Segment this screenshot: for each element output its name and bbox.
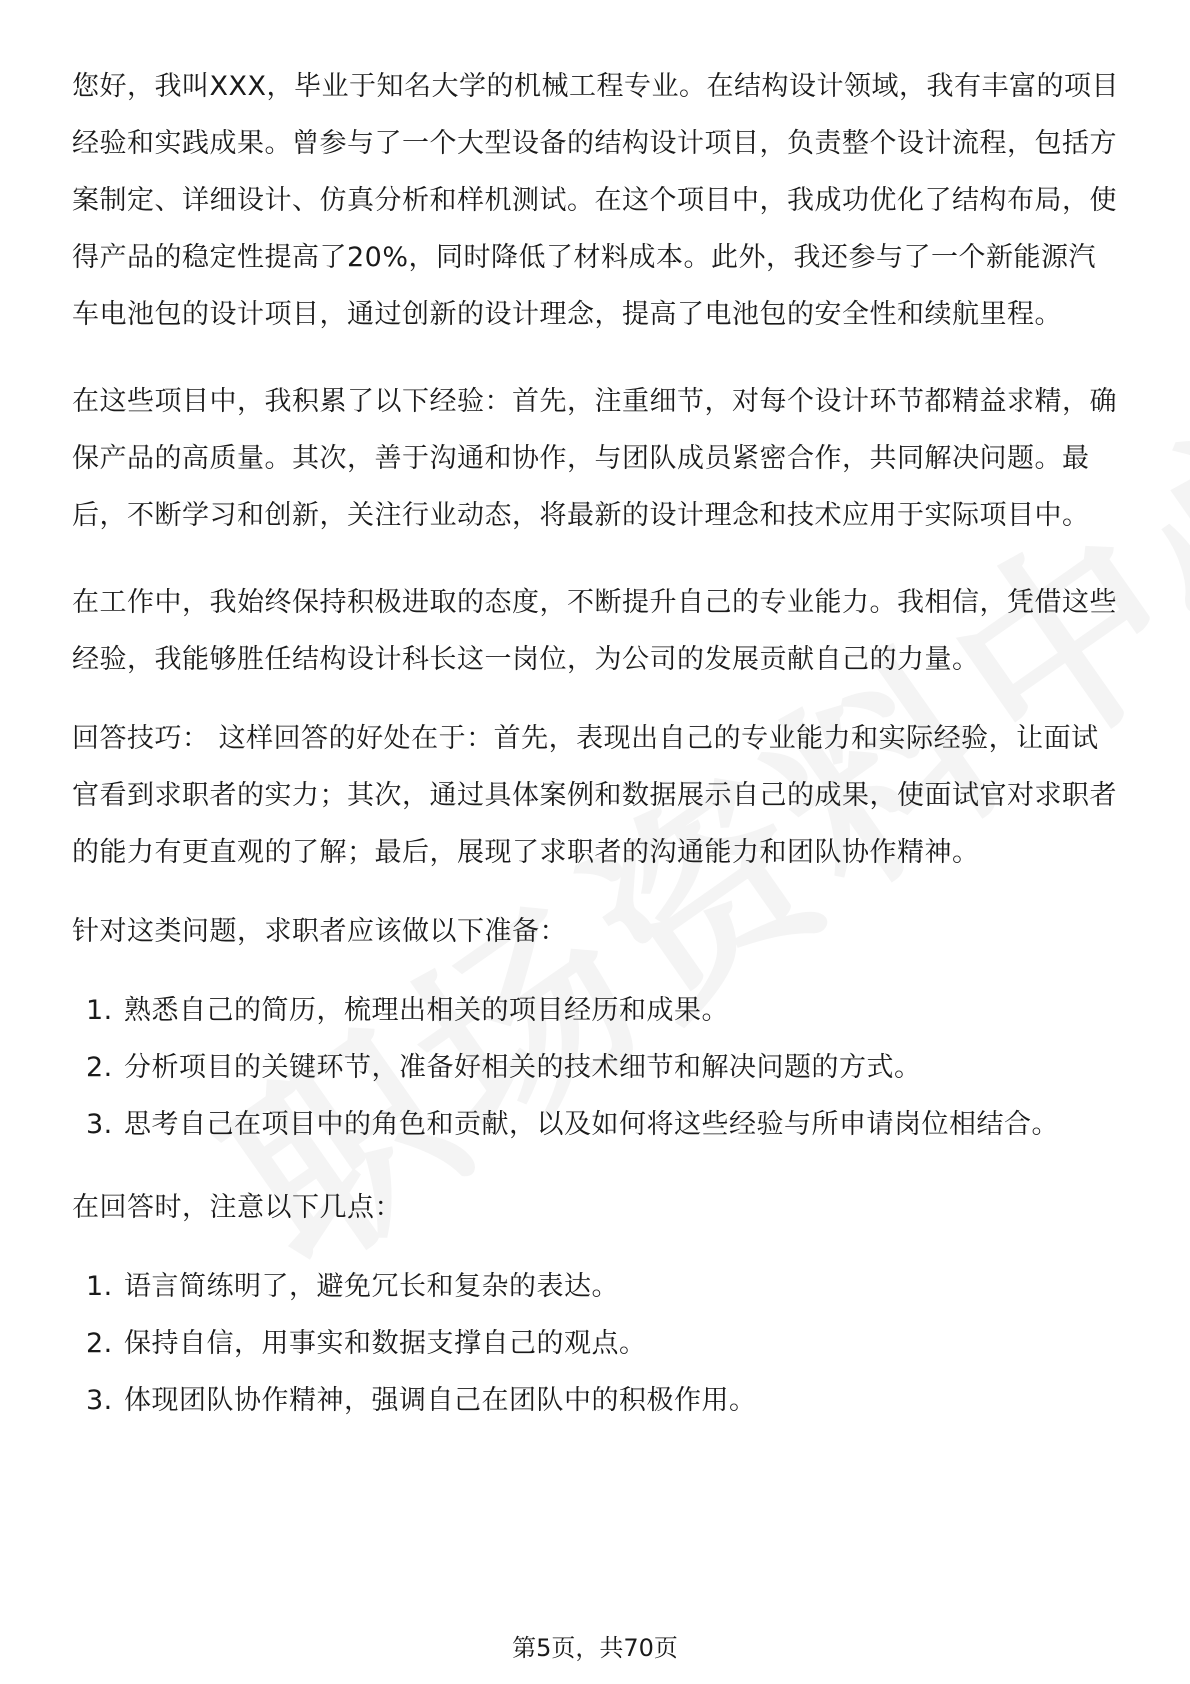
answer-tips-paragraph: 回答技巧： 这样回答的好处在于：首先，表现出自己的专业能力和实际经验，让面试官看到求职者的实力；其次，通过具体案例和数据展示自己的成果，使面试官对求职者的能力有更直观的了解；最后，展现了求职者的沟通能力和团队协作精神。	[72, 723, 1117, 868]
list-item-text: 体现团队协作精神，强调自己在团队中的积极作用。	[124, 1385, 757, 1416]
preparation-heading: 针对这类问题，求职者应该做以下准备：	[72, 916, 567, 947]
document-body	[72, 58, 1122, 1455]
list-item-text: 语言简练明了，避免冗长和复杂的表达。	[124, 1271, 619, 1302]
experience-paragraph: 在这些项目中，我积累了以下经验：首先，注重细节，对每个设计环节都精益求精，确保产品的高质量。其次，善于沟通和协作，与团队成员紧密合作，共同解决问题。最后，不断学习和创新，关注行业动态，将最新的设计理念和技术应用于实际项目中。	[72, 386, 1117, 531]
list-item-text: 保持自信，用事实和数据支撑自己的观点。	[124, 1328, 647, 1359]
list-item	[72, 1039, 1122, 1096]
attitude-paragraph: 在工作中，我始终保持积极进取的态度，不断提升自己的专业能力。我相信，凭借这些经验，我能够胜任结构设计科长这一岗位，为公司的发展贡献自己的力量。	[72, 587, 1117, 675]
list-item	[72, 1372, 1122, 1429]
list-item-text: 熟悉自己的简历，梳理出相关的项目经历和成果。	[124, 995, 729, 1026]
list-item-number: 2.	[86, 1052, 113, 1083]
tips-list	[72, 1258, 1122, 1429]
page-number-footer: 第5页，共70页	[512, 1634, 678, 1662]
list-item	[72, 1315, 1122, 1372]
list-item	[72, 1258, 1122, 1315]
list-item-number: 2.	[86, 1328, 113, 1359]
list-item-number: 1.	[86, 1271, 113, 1302]
list-item-text: 分析项目的关键环节，准备好相关的技术细节和解决问题的方式。	[124, 1052, 922, 1083]
list-item-number: 3.	[86, 1109, 113, 1140]
notes-heading: 在回答时，注意以下几点：	[72, 1192, 402, 1223]
list-item-text: 思考自己在项目中的角色和贡献，以及如何将这些经验与所申请岗位相结合。	[124, 1109, 1059, 1140]
list-item-number: 1.	[86, 995, 113, 1026]
preparation-list	[72, 982, 1122, 1153]
list-item-number: 3.	[86, 1385, 113, 1416]
intro-paragraph: 您好，我叫XXX，毕业于知名大学的机械工程专业。在结构设计领域，我有丰富的项目经验和实践成果。曾参与了一个大型设备的结构设计项目，负责整个设计流程，包括方案制定、详细设计、仿真分析和样机测试。在这个项目中，我成功优化了结构布局，使得产品的稳定性提高了20%，同时降低了材料成本。此外，我还参与了一个新能源汽车电池包的设计项目，通过创新的设计理念，提高了电池包的安全性和续航里程。	[72, 71, 1119, 330]
list-item	[72, 1096, 1122, 1153]
list-item	[72, 982, 1122, 1039]
